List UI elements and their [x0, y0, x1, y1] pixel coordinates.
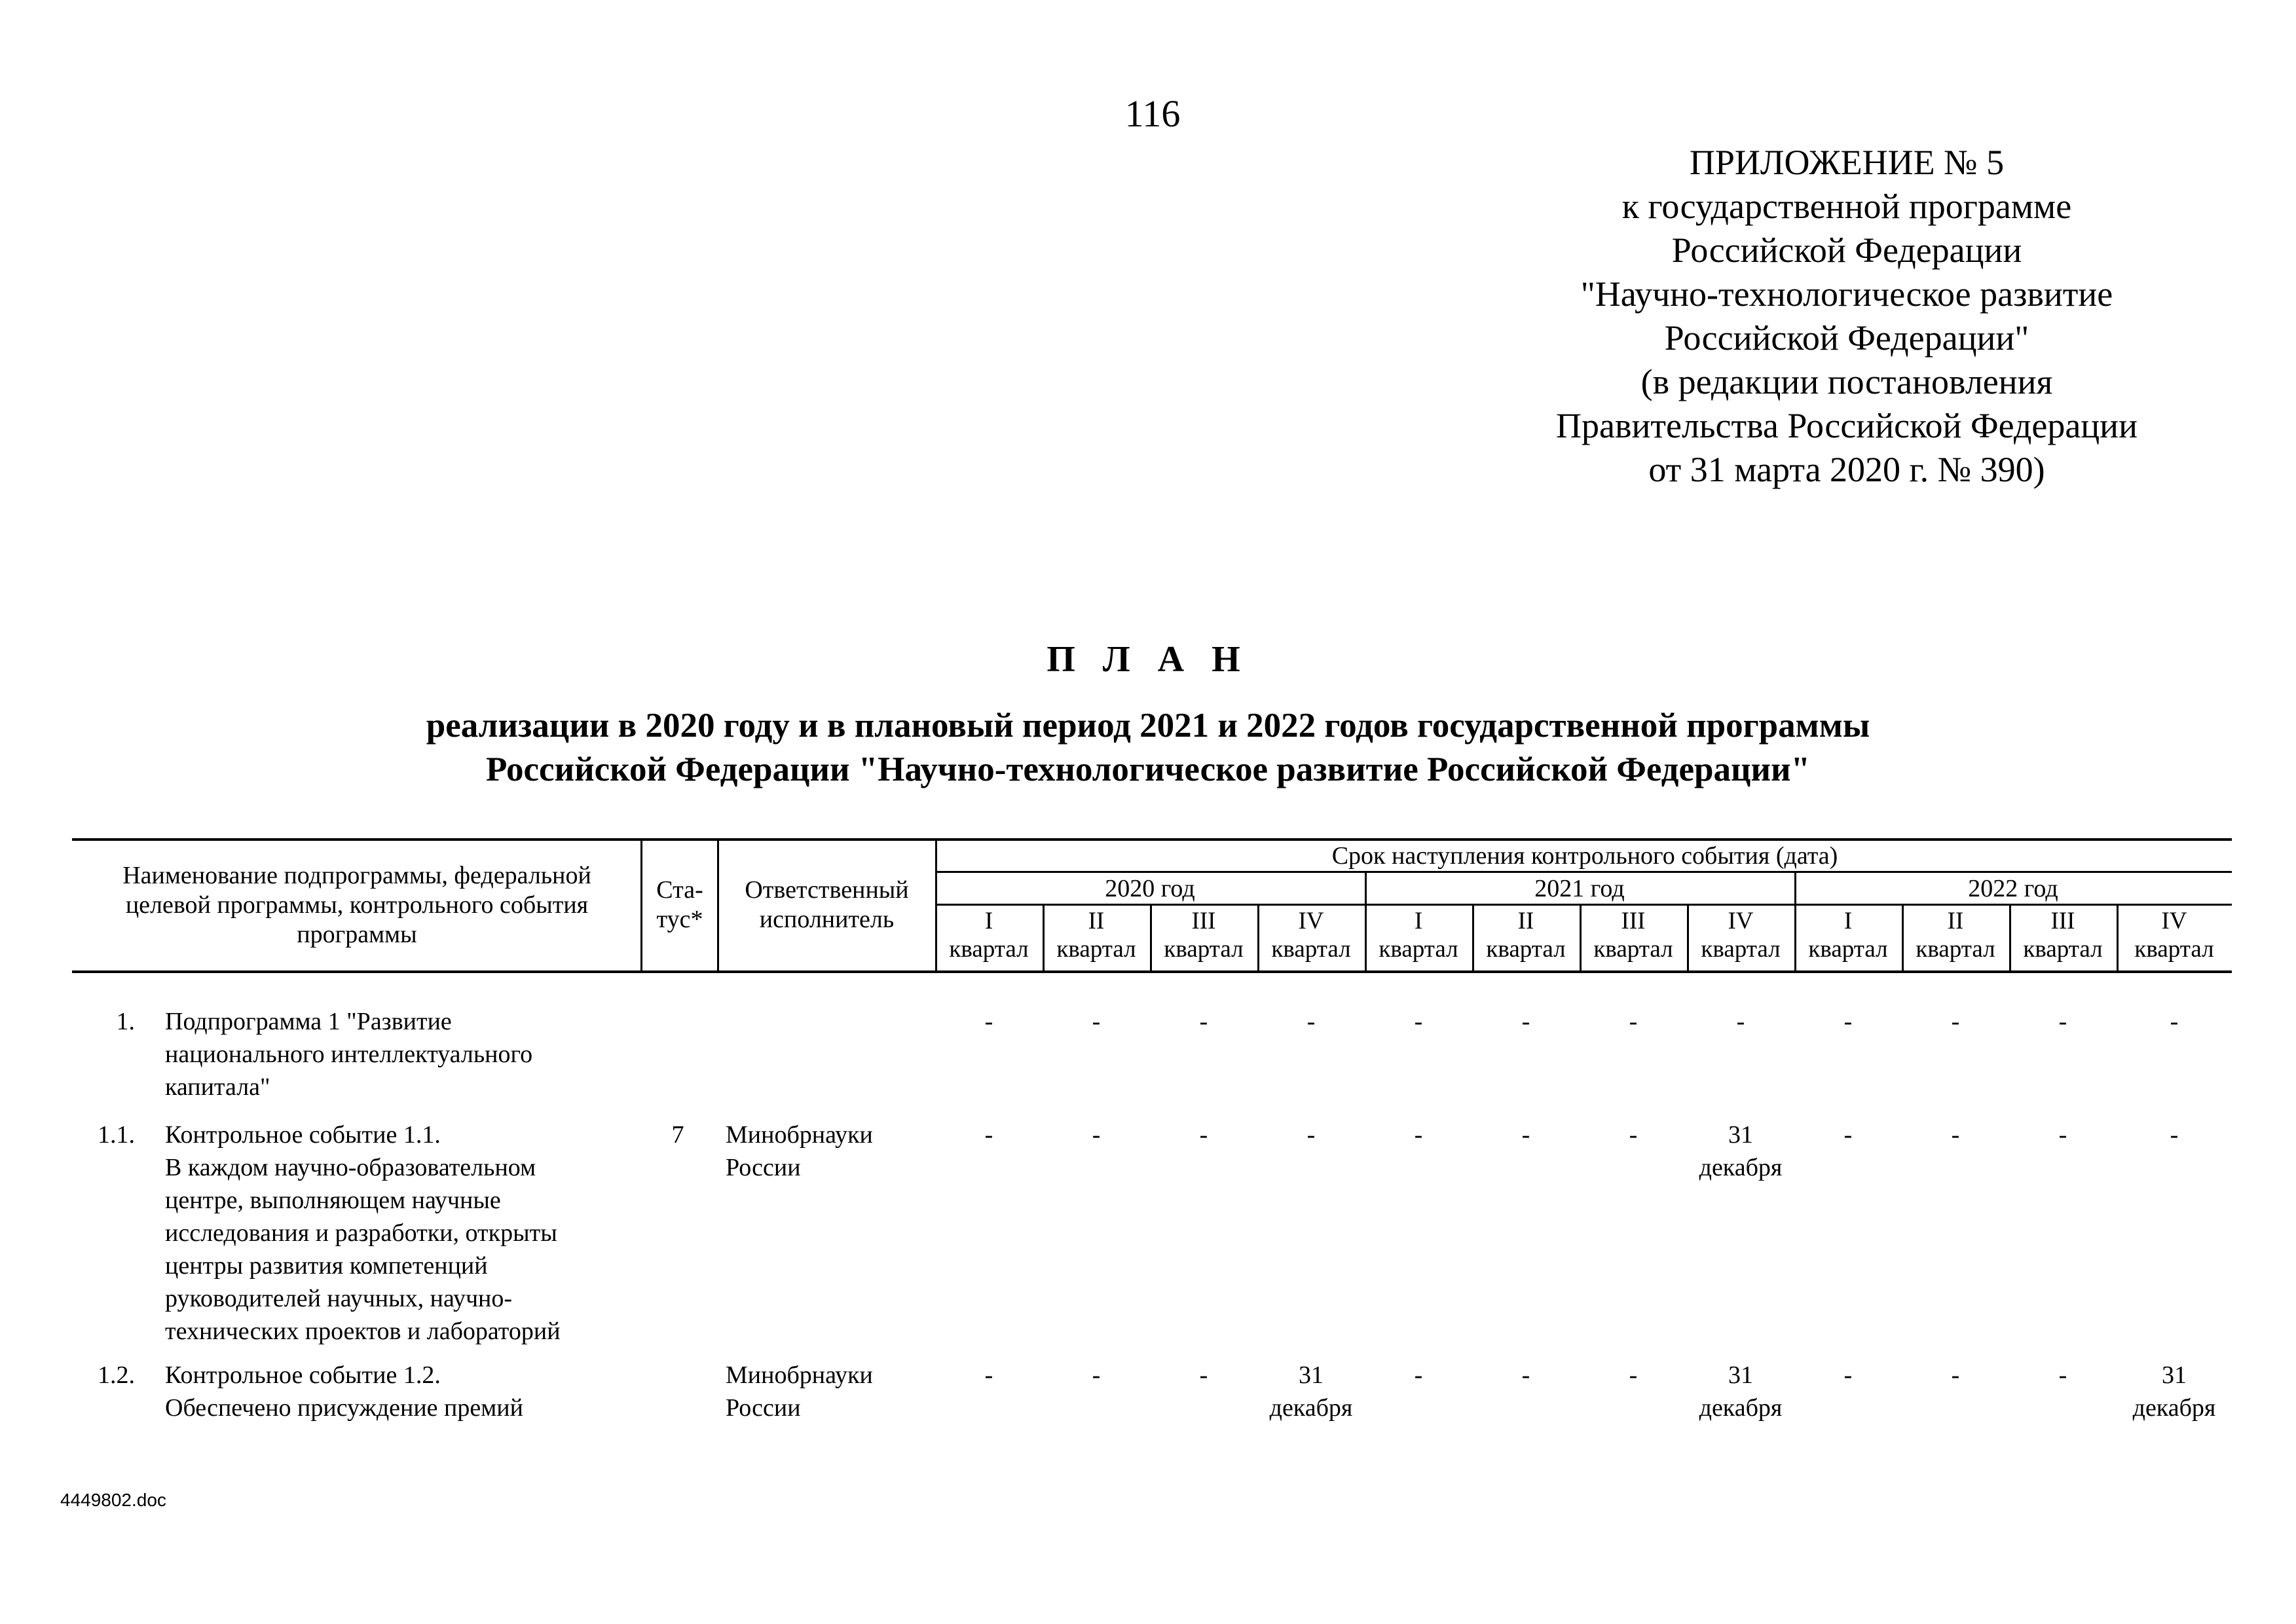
appendix-line: ПРИЛОЖЕНИЕ № 5 [1689, 143, 2005, 182]
quarter-word: квартал [1056, 936, 1136, 963]
row-executor [726, 1359, 935, 1424]
header-quarter [1902, 907, 2009, 963]
quarter-value [1472, 1118, 1580, 1151]
header-name-line: Наименование подпрограммы, федеральной [122, 862, 591, 889]
header-quarter [1150, 907, 1257, 963]
quarter-word: квартал [2134, 936, 2214, 963]
executor-line: России [726, 1154, 801, 1181]
description-line: технических проектов и лабораторий [165, 1318, 561, 1345]
description-line: Обеспечено присуждение премий [165, 1394, 523, 1422]
description-line: национального интеллектуального [165, 1041, 533, 1068]
quarter-number: II [1517, 908, 1534, 934]
quarter-value-line: - [2170, 1008, 2179, 1035]
description-line: центры развития компетенций [165, 1252, 488, 1280]
header-quarter [1580, 907, 1687, 963]
quarter-value-line: декабря [1699, 1154, 1783, 1181]
quarter-value-line: декабря [1269, 1394, 1353, 1422]
quarter-word: квартал [1701, 936, 1781, 963]
quarter-value [1257, 1359, 1365, 1424]
quarter-value-line: - [2058, 1361, 2067, 1389]
quarter-value [1580, 1118, 1687, 1151]
quarter-number: I [1414, 908, 1423, 934]
quarter-value-line: - [1306, 1008, 1316, 1035]
quarter-value [1580, 1005, 1687, 1038]
header-name-line: целевой программы, контрольного события [125, 891, 589, 919]
quarter-value-line: - [1951, 1361, 1960, 1389]
quarter-value [1687, 1359, 1794, 1424]
table-rule [72, 838, 2232, 841]
row-status: 7 [671, 1121, 684, 1149]
quarter-value [1794, 1118, 1902, 1151]
header-year: 2020 год [1105, 875, 1195, 902]
quarter-value [1580, 1359, 1687, 1392]
header-executor-line: исполнитель [759, 906, 895, 933]
quarter-number: IV [1298, 908, 1324, 934]
plan-title: П Л А Н [1046, 639, 1250, 680]
quarter-value-line: 31 [1728, 1361, 1753, 1389]
footer-filename: 4449802.doc [60, 1490, 166, 1510]
row-description [165, 1118, 637, 1348]
quarter-value [1794, 1005, 1902, 1038]
header-executor [720, 876, 933, 934]
appendix-header [1441, 141, 2253, 492]
quarter-value-line: - [1414, 1008, 1423, 1035]
row-description [165, 1005, 637, 1103]
description-line: Контрольное событие 1.2. [165, 1361, 441, 1389]
quarter-value [1794, 1359, 1902, 1392]
row-description [165, 1359, 637, 1424]
header-quarter [1794, 907, 1902, 963]
quarter-value [2009, 1005, 2117, 1038]
quarter-value [1365, 1005, 1472, 1038]
quarter-value [935, 1359, 1043, 1392]
quarter-word: квартал [1916, 936, 1995, 963]
appendix-line: (в редакции постановления [1640, 362, 2053, 401]
header-status [643, 876, 716, 934]
subtitle-line: Российской Федерации "Научно-технологическое развитие Российской Федерации" [485, 750, 1811, 788]
quarter-value-line: - [1199, 1008, 1208, 1035]
quarter-value [1043, 1118, 1150, 1151]
header-status-line: Ста- [656, 876, 703, 904]
description-line: В каждом научно-образовательном [165, 1154, 536, 1181]
quarter-number: I [1843, 908, 1853, 934]
quarter-value [1365, 1118, 1472, 1151]
plan-subtitle [0, 704, 2296, 792]
quarter-word: квартал [2023, 936, 2103, 963]
description-line: руководителей научных, научно- [165, 1285, 513, 1312]
quarter-value [1257, 1118, 1365, 1151]
quarter-number: IV [2161, 908, 2187, 934]
quarter-word: квартал [1271, 936, 1351, 963]
quarter-value [1902, 1359, 2009, 1392]
quarter-value-line: - [1629, 1361, 1638, 1389]
quarter-value [1902, 1118, 2009, 1151]
appendix-line: к государственной программе [1621, 187, 2072, 226]
quarter-value-line: - [984, 1361, 993, 1389]
description-line: Контрольное событие 1.1. [165, 1121, 441, 1149]
quarter-value [1043, 1359, 1150, 1392]
quarter-word: квартал [1486, 936, 1566, 963]
quarter-word: квартал [1808, 936, 1888, 963]
quarter-value [1150, 1005, 1257, 1038]
quarter-value-line: - [1092, 1361, 1101, 1389]
quarter-value-line: - [2058, 1121, 2067, 1149]
quarter-value-line: 31 [1299, 1361, 1324, 1389]
executor-line: Минобрнауки [726, 1121, 873, 1149]
quarter-value-line: - [1521, 1008, 1530, 1035]
quarter-value [1472, 1005, 1580, 1038]
description-line: капитала" [165, 1073, 270, 1101]
header-quarter [1043, 907, 1150, 963]
quarter-value-line: - [1092, 1008, 1101, 1035]
quarter-word: квартал [1593, 936, 1673, 963]
header-name-line: программы [297, 921, 417, 948]
quarter-value-line: - [1629, 1008, 1638, 1035]
quarter-value-line: - [1736, 1008, 1745, 1035]
header-quarter [2117, 907, 2232, 963]
quarter-value [2009, 1118, 2117, 1151]
appendix-line: от 31 марта 2020 г. № 390) [1648, 450, 2045, 489]
quarter-value [1257, 1005, 1365, 1038]
quarter-value [935, 1005, 1043, 1038]
quarter-word: квартал [949, 936, 1029, 963]
quarter-number: III [1621, 908, 1646, 934]
quarter-value [1365, 1359, 1472, 1392]
quarter-word: квартал [1379, 936, 1458, 963]
description-line: центре, выполняющем научные [165, 1187, 501, 1214]
quarter-value-line: - [1199, 1121, 1208, 1149]
quarter-value-line: - [1306, 1121, 1316, 1149]
quarter-value-line: - [1521, 1121, 1530, 1149]
page-number: 116 [1124, 92, 1181, 135]
header-quarter [1365, 907, 1472, 963]
quarter-value [935, 1118, 1043, 1151]
quarter-value [2117, 1118, 2232, 1151]
quarter-value [1687, 1118, 1794, 1184]
quarter-value-line: - [1199, 1361, 1208, 1389]
quarter-value-line: - [1092, 1121, 1101, 1149]
quarter-value [1687, 1005, 1794, 1038]
quarter-value-line: декабря [1699, 1394, 1783, 1422]
table-rule [717, 838, 719, 970]
appendix-line: "Научно-технологическое развитие [1580, 274, 2113, 314]
quarter-value-line: - [1951, 1008, 1960, 1035]
quarter-number: IV [1728, 908, 1754, 934]
quarter-value-line: - [1951, 1121, 1960, 1149]
description-line: Подпрограмма 1 "Развитие [165, 1008, 452, 1035]
quarter-value [1472, 1359, 1580, 1392]
quarter-value [2117, 1359, 2232, 1424]
quarter-value-line: - [1629, 1121, 1638, 1149]
header-executor-line: Ответственный [745, 876, 909, 904]
table-rule [935, 871, 2232, 873]
appendix-line: Правительства Российской Федерации [1556, 406, 2138, 445]
quarter-value [1043, 1005, 1150, 1038]
row-number: 1. [116, 1008, 135, 1035]
quarter-value [1150, 1359, 1257, 1392]
quarter-number: II [1088, 908, 1105, 934]
appendix-line: Российской Федерации" [1664, 318, 2029, 358]
row-number: 1.1. [98, 1121, 135, 1149]
header-quarter [2009, 907, 2117, 963]
executor-line: Минобрнауки [726, 1361, 873, 1389]
quarter-value [2117, 1005, 2232, 1038]
row-number: 1.2. [98, 1361, 135, 1389]
quarter-value-line: - [1843, 1121, 1853, 1149]
quarter-word: квартал [1164, 936, 1244, 963]
header-quarter [1687, 907, 1794, 963]
quarter-number: II [1947, 908, 1964, 934]
quarter-value-line: - [1414, 1121, 1423, 1149]
quarter-value-line: - [984, 1008, 993, 1035]
description-line: исследования и разработки, открыты [165, 1219, 557, 1247]
header-quarter [1257, 907, 1365, 963]
table-rule [935, 904, 2232, 906]
quarter-value [2009, 1359, 2117, 1392]
header-quarter [935, 907, 1043, 963]
header-term: Срок наступления контрольного события (дата) [1331, 842, 1838, 870]
table-rule [72, 970, 2232, 973]
quarter-number: III [1191, 908, 1216, 934]
quarter-value-line: - [2170, 1121, 2179, 1149]
appendix-line: Российской Федерации [1671, 231, 2022, 270]
quarter-value-line: - [2058, 1008, 2067, 1035]
header-year: 2021 год [1534, 875, 1625, 902]
quarter-value-line: - [1843, 1361, 1853, 1389]
quarter-value-line: - [1414, 1361, 1423, 1389]
quarter-value-line: 31 [1728, 1121, 1753, 1149]
executor-line: России [726, 1394, 801, 1422]
header-quarter [1472, 907, 1580, 963]
quarter-number: III [2050, 908, 2075, 934]
header-name [72, 861, 642, 950]
quarter-value [1902, 1005, 2009, 1038]
header-year: 2022 год [1968, 875, 2058, 902]
quarter-value-line: декабря [2132, 1394, 2216, 1422]
quarter-value-line: - [984, 1121, 993, 1149]
header-status-line: тус* [656, 906, 703, 933]
subtitle-line: реализации в 2020 году и в плановый период 2021 и 2022 годов государственной программы [426, 707, 1870, 745]
row-executor [726, 1118, 935, 1184]
quarter-value [1150, 1118, 1257, 1151]
quarter-value-line: - [1843, 1008, 1853, 1035]
quarter-value-line: 31 [2162, 1361, 2187, 1389]
quarter-number: I [984, 908, 993, 934]
quarter-value-line: - [1521, 1361, 1530, 1389]
